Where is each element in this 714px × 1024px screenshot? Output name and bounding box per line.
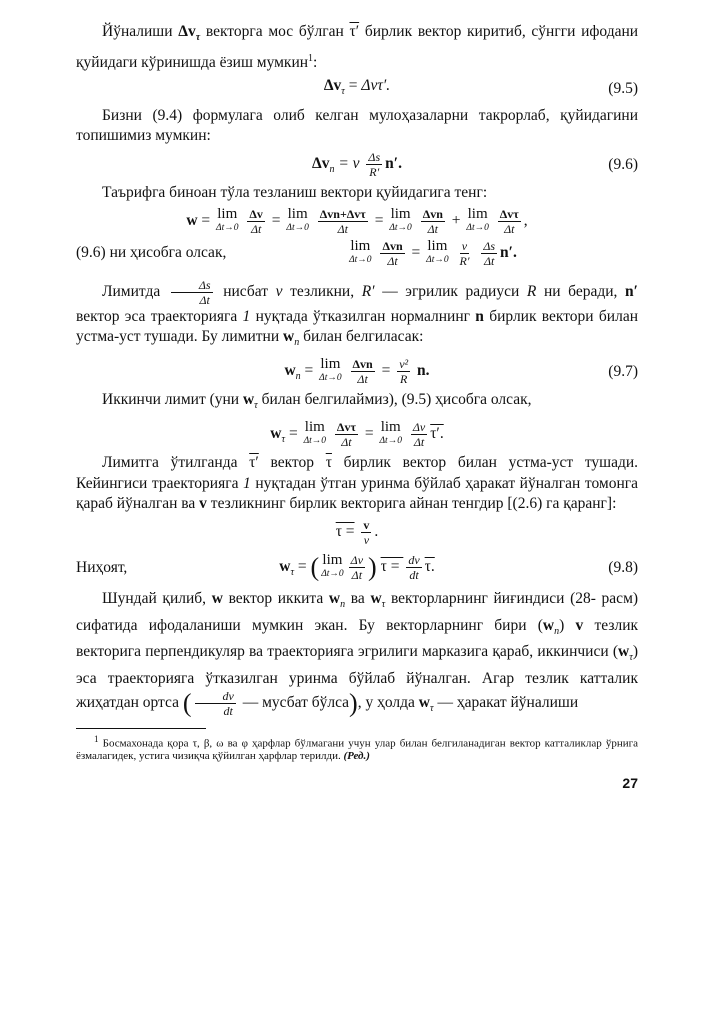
math-inline: $\Delta v_\tau$ [178, 23, 201, 43]
footnote-ref: 1 [308, 52, 314, 64]
equation-9-6 [76, 150, 638, 181]
equation-body: lim Δt→0 $\frac{\text{Δvn}}{\Delta t}$ = lim Δt→0 $\frac{v}{R'}$ $\frac{\Delta s}{\Delta t}$ n′. [349, 238, 517, 268]
math-inline: τ′ [349, 23, 360, 40]
equation-number: (9.6) [608, 155, 638, 173]
paragraph-9: Шундай қилиб, w вектор иккита $w_n$ ва $w_\tau$ векторларнинг йиғиндиси (28- расм) сифатида ифодаланиши мумкин экан. Бу векторларнинг бири $(w_n)$ v тезлик векторига перпендикуляр ва траекторияга эгрилиги марказига қараб, иккинчиси $(w_\tau)$ эса траекторияга ўтказилган уринма бўйлаб йўналган. Агар тезлик катталик жиҳатдан ортса ( $\frac{dv}{dt}$ — мусбат бўлса), у ҳолда $w_\tau$ — ҳаракат йўналиши [76, 590, 639, 719]
paragraph-7: Лимитга ўтилганда τ′ вектор $\overline{\tau}$ бирлик вектор билан устма-уст тушади. Кейингиси траекторияга 1 нуқтадан ўтган уринма бўйлаб ҳаракат йўналган томонга қараб йўналган ва v тезликнинг бирлик векторига айнан тенгдир [(2.6) га қаранг]: [76, 454, 639, 513]
equation-9-6-use [76, 239, 638, 268]
text-span: Йўналиши [102, 23, 173, 40]
paragraph-2: Бизни (9.4) формулага олиб келган мулоҳазаларни такрорлаб, қуйидагини топишимиз мумкин: [76, 106, 638, 144]
equation-body: $w_n$ = lim Δt→0 $\frac{\text{Δvn}}{\Delta t}$ = $\frac{\text{v²}}{R}$ n. [284, 356, 430, 386]
text-span: бирлик вектор киритиб, сўнгги ифодани қуйидаги кўринишда ёзиш мумкин [76, 23, 639, 71]
footnote: $^1$ Босмахонада қора τ, β, ω ва φ ҳарфлар бўлмагани учун улар билан белгиланадиган вектор катталиклар ўрнига ёзмалагидек, устига чизиқча қўйилган ҳарфлар терилди. (Ред.) [76, 733, 638, 763]
text-span: : [313, 53, 318, 71]
equation-body: $w_\tau$ = lim Δt→0 $\frac{\text{Δvτ}}{\Delta t}$ = lim Δt→0 $\frac{\Delta v}{\Delta t}$ τ′. [270, 419, 444, 449]
equation-number: (9.8) [608, 558, 638, 576]
equation-w-tau [76, 420, 638, 451]
paragraph-3: Таърифга биноан тўла тезланиш вектори қуйидагига тенг: [102, 184, 488, 202]
lead-text: (9.6) ни ҳисобга олсак, [76, 243, 227, 261]
paragraph-1 [76, 22, 638, 73]
equation-acceleration [76, 207, 638, 236]
equation-body: τ = $\frac{v}{v}$ . [335, 517, 379, 547]
page [76, 22, 638, 793]
paragraph-5: Лимитда $\frac{\Delta s}{\Delta t}$ нисбат v тезликни, R′ — эгрилик радиуси R ни беради, n′ вектор эса траекторияга 1 нуқтада ўтказилган нормалнинг n бирлик вектори билан устма-уст тушади. Бу лимитни $w_n$ билан белгиласак: [76, 277, 638, 349]
equation-body: $\Delta v_\tau = \Delta v\tau'$. [323, 77, 391, 97]
equation-number: (9.7) [608, 362, 638, 380]
page-footer [76, 763, 638, 793]
equation-9-5 [76, 76, 638, 103]
equation-9-7 [76, 357, 638, 388]
lead-text: Ниҳоят, [76, 558, 128, 576]
equation-9-8 [76, 553, 638, 584]
equation-body: $\Delta v_n = v$ $\frac{\Delta s}{R'}$ n′. [311, 149, 402, 179]
equation-tau-unit [76, 518, 638, 547]
text-span: векторга мос бўлган [205, 23, 344, 40]
footnote-divider [76, 728, 206, 729]
paragraph-6: Иккинчи лимит (уни $w_\tau$ билан белгилаймиз), (9.5) ҳисобга олсак, [102, 391, 532, 412]
equation-body: w = lim Δt→0 $\frac{\Delta v}{\Delta t}$ = lim Δt→0 $\frac{\text{Δvn+Δvτ}}{\Delta t}$ = lim Δt→0 $\frac{\text{Δvn}}{\Delta t}$ + lim Δt→0 $\frac{\text{Δvτ}}{\Delta t}$ , [186, 206, 528, 236]
page-number: 27 [622, 775, 638, 792]
equation-body: $w_\tau$ = ( lim Δt→0 $\frac{\Delta v}{\Delta t}$ ) τ = $\frac{dv}{dt}$ τ. [279, 552, 435, 582]
equation-number: (9.5) [608, 80, 638, 97]
